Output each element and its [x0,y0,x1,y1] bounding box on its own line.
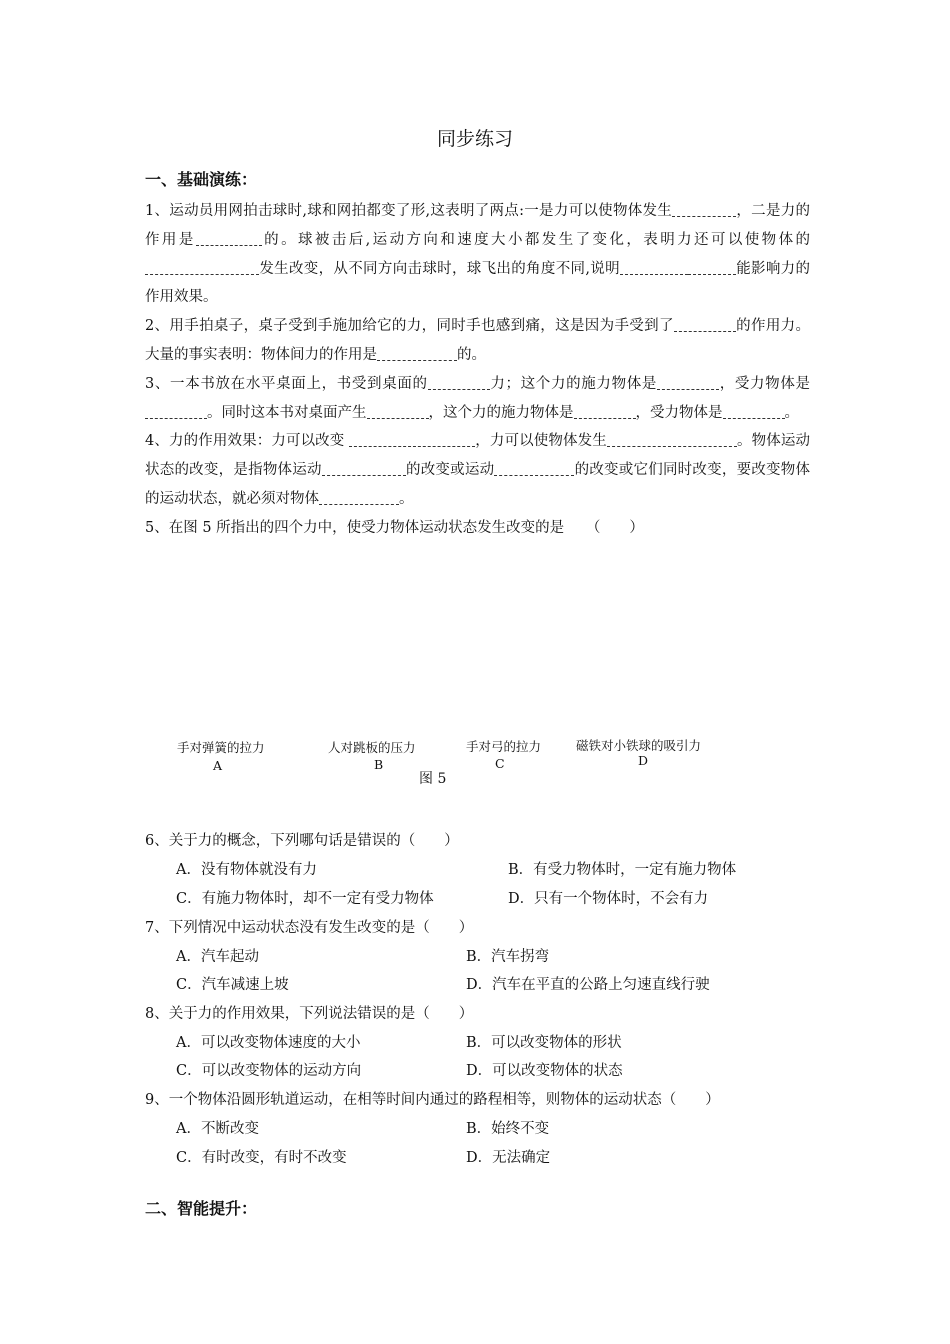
q4-text-a: 4、力的作用效果：力可以改变 [145,433,350,450]
answer-blank [196,231,262,246]
answer-blank [145,260,259,275]
q8-option-b: B．可以改变物体的形状 [466,1035,622,1051]
answer-blank [620,260,688,275]
answer-blank [145,404,207,419]
answer-blank [428,375,490,390]
q4-text-c: 。物体运动状态的改变，是指物体运动 [145,433,810,479]
q3-text-e: ，这个力的施力物体是 [428,404,574,421]
q7-option-b: B．汽车拐弯 [466,949,550,965]
answer-blank [723,404,785,419]
figure-label-a: 手对弹簧的拉力 [177,740,265,755]
figure-label-b: 人对跳板的压力 [328,740,416,755]
answer-blank [688,260,736,275]
figure-label-c: 手对弓的拉力 [466,739,542,754]
question-5: 5、在图 5 所指出的四个力中，使受力物体运动状态发生改变的是 （ ） [145,519,644,536]
q3-text-c: ，受力物体是 [719,375,810,392]
q2-text-a: 2、用手拍桌子，桌子受到手施加给它的力，同时手也感到痛，这是因为手受到了 [145,318,674,335]
q3-text-b: 力；这个力的施力物体是 [489,375,658,392]
question-2 [145,312,810,370]
q4-text-e: 的改变或它们同时改变，要改变物体的运动状态，就必须对物体 [145,462,811,507]
q1-text-b: ，二是力的作用是 [145,203,811,248]
section-heading-advanced: 二、智能提升： [145,1199,258,1218]
question-4 [145,427,810,513]
figure-letter-c: C [495,756,505,771]
question-block [145,197,810,543]
q7-option-a: A．汽车起动 [176,949,259,965]
q2-text-b: 的作用力。大量的事实表明：物体间力的作用是 [145,318,810,363]
question-6-stem: 6、关于力的概念，下列哪句话是错误的（ ） [145,833,459,849]
q8-option-d: D．可以改变物体的状态 [466,1063,623,1079]
answer-blank [377,346,457,361]
q1-text-e: 能影响力的作用效果。 [145,260,811,306]
answer-blank [607,432,737,447]
question-3 [145,370,810,428]
answer-blank [672,202,736,217]
q9-option-a: A．不断改变 [176,1121,259,1137]
figure-letter-b: B [374,757,384,772]
q6-option-d: D．只有一个物体时，不会有力 [508,891,709,907]
answer-blank [574,404,636,419]
q6-option-a: A．没有物体就没有力 [176,862,317,878]
q9-option-d: D．无法确定 [466,1150,551,1166]
q7-option-d: D．汽车在平直的公路上匀速直线行驶 [466,977,710,993]
q4-text-d: 的改变或运动 [405,462,495,479]
q6-option-c: C．有施力物体时，却不一定有受力物体 [176,891,434,907]
question-7-stem: 7、下列情况中运动状态没有发生改变的是（ ） [145,920,474,936]
q8-option-a: A．可以改变物体速度的大小 [176,1035,361,1051]
answer-blank [657,375,719,390]
figure-label-d: 磁铁对小铁球的吸引力 [576,738,702,753]
answer-blank [319,490,399,505]
question-9-stem: 9、一个物体沿圆形轨道运动，在相等时间内通过的路程相等，则物体的运动状态（ ） [145,1092,720,1108]
q7-option-c: C．汽车减速上坡 [176,977,289,993]
q9-option-c: C．有时改变，有时不改变 [176,1150,347,1166]
q6-option-b: B．有受力物体时，一定有施力物体 [508,862,737,878]
answer-blank [349,432,475,447]
q3-text-f: ，受力物体是 [635,404,723,421]
section-heading-basic: 一、基础演练： [145,170,258,189]
q4-text-f: 。 [399,490,414,507]
q3-text-g: 。 [784,404,799,421]
q9-option-b: B．始终不变 [466,1121,550,1137]
figure-letter-d: D [638,753,649,768]
page-title: 同步练习 [436,128,513,150]
q2-text-c: 的。 [457,346,486,363]
q8-option-c: C．可以改变物体的运动方向 [176,1063,362,1079]
question-8-stem: 8、关于力的作用效果，下列说法错误的是（ ） [145,1006,474,1022]
figure-caption: 图 5 [419,771,447,787]
question-1 [145,197,810,312]
answer-blank [322,461,406,476]
q1-text-c: 的。球被击后,运动方向和速度大小都发生了变化，表明力还可以使物体的 [261,231,811,248]
q3-text-d: 。同时这本书对桌面产生 [207,404,367,421]
q4-text-b: ，力可以使物体发生 [475,433,607,450]
answer-blank [674,317,736,332]
answer-blank [367,404,429,419]
q3-text-a: 3、一本书放在水平桌面上，书受到桌面的 [145,375,428,392]
figure-letter-a: A [213,758,223,773]
answer-blank [494,461,574,476]
q1-text-d: 发生改变，从不同方向击球时，球飞出的角度不同,说明 [259,260,620,277]
q1-text-a: 1、运动员用网拍击球时,球和网拍都变了形,这表明了两点:一是力可以使物体发生 [145,203,673,219]
